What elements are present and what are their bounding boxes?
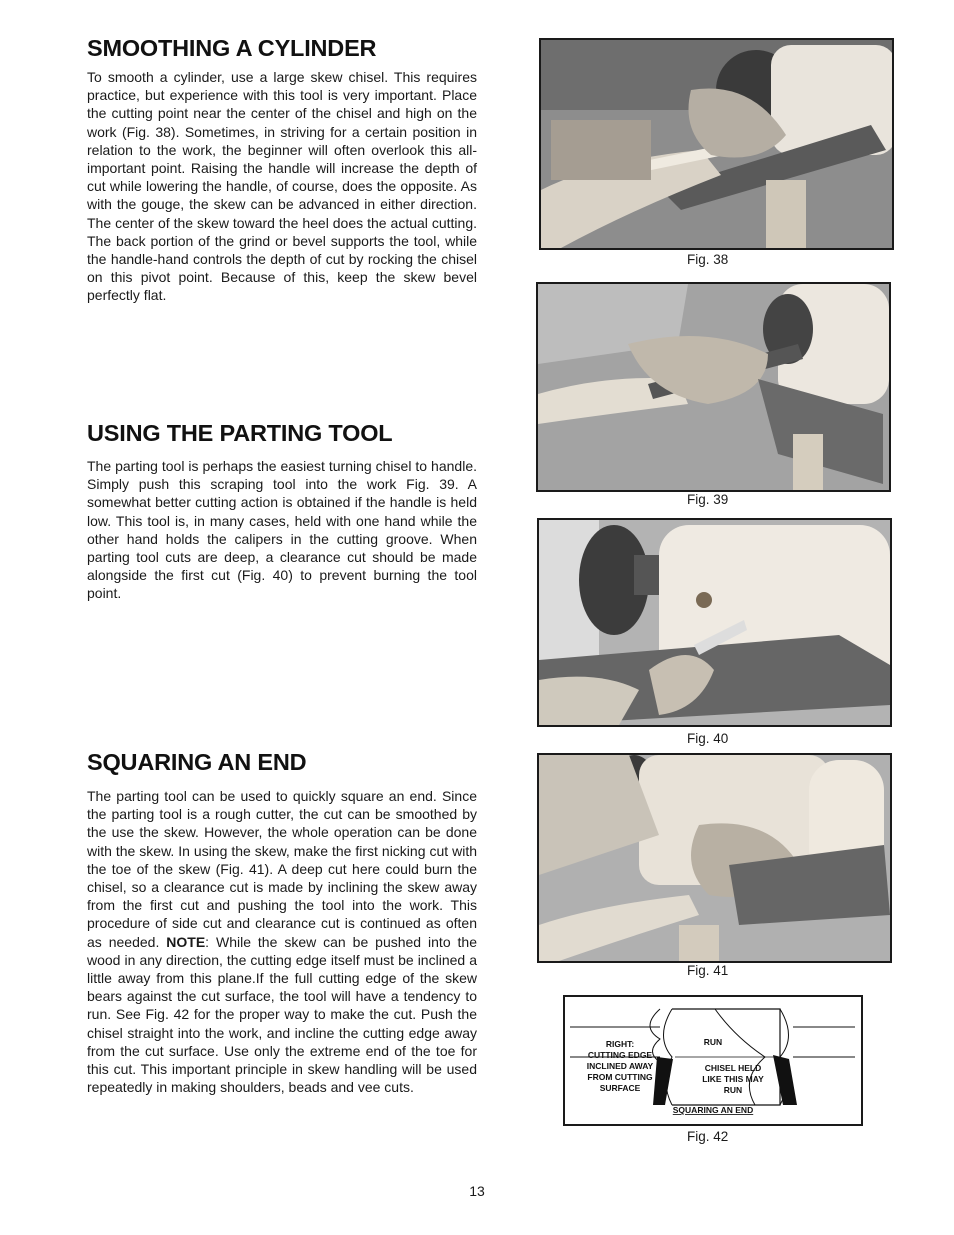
paragraph-squaring-end	[87, 787, 477, 1096]
diagram-left-label-1: RIGHT:	[605, 1039, 635, 1049]
fig38-caption: Fig. 38	[687, 252, 729, 267]
squaring-text-b: : While the skew can be pushed into the wood in any direction, the cutting edge itself must be inclined a little away from this plane.If the full cutting edge of the skew bears against the cut surface, the tool will have a tendency to run. See Fig. 42 for the proper way to make the cut. Push the chisel straight into the work, and incline the cutting edge away from the cut surface. Use only the extreme end of the toe for this cut. This important principle in skew handling will be used repeatedly in making shoulders, beads and vee cuts.	[87, 933, 478, 1096]
note-label: NOTE	[166, 933, 206, 950]
heading-parting-tool: USING THE PARTING TOOL	[87, 420, 393, 446]
diagram-left-label-5: SURFACE	[599, 1083, 641, 1093]
fig41-photo	[537, 753, 892, 963]
heading-smoothing-cylinder: SMOOTHING A CYLINDER	[87, 35, 377, 61]
paragraph-parting-tool: The parting tool is perhaps the easiest turning chisel to handle. Simply push this scraping tool into the work Fig. 39. A somewhat better cutting action is obtained if the handle is held low. This tool is, in many cases, held with one hand while the other hand holds the calipers in the cutting groove. When parting tool cuts are deep, a clearance cut should be made alongside the first cut (Fig. 40) to prevent burning the tool point.	[87, 458, 477, 602]
heading-squaring-end: SQUARING AN END	[87, 749, 307, 775]
diagram-right-label-1: CHISEL HELD	[704, 1063, 762, 1073]
fig40-caption: Fig. 40	[687, 731, 729, 746]
fig39-photo	[536, 282, 891, 492]
diagram-left-label-3: INCLINED AWAY	[586, 1061, 654, 1071]
diagram-right-label-3: RUN	[723, 1085, 743, 1095]
fig42-diagram	[563, 995, 863, 1126]
diagram-run-label: RUN	[703, 1037, 723, 1047]
page-number: 13	[469, 1183, 485, 1199]
diagram-left-label-2: CUTTING EDGE	[587, 1050, 653, 1060]
fig41-caption: Fig. 41	[687, 963, 729, 978]
paragraph-smoothing-cylinder: To smooth a cylinder, use a large skew chisel. This requires practice, but experience with this tool is very important. Place the cutting point near the center of the chisel and high on the work (Fig. 38). Sometimes, in striving for a certain position in relation to the work, the beginner will often overlook this all-important point. Raising the handle will increase the depth of cut while lowering the handle, of course, does the opposite. As with the gouge, the skew can be advanced in either direction. The center of the skew toward the heel does the actual cutting. The back portion of the grind or bevel supports the tool, while the handle-hand controls the depth of cut by rocking the chisel on this pivot point. Because of this, keep the skew bevel perfectly flat.	[87, 69, 477, 304]
fig39-caption: Fig. 39	[687, 492, 729, 507]
diagram-right-label-2: LIKE THIS MAY	[702, 1074, 764, 1084]
fig40-photo	[537, 518, 892, 727]
fig38-photo	[539, 38, 894, 250]
diagram-left-label-4: FROM CUTTING	[587, 1072, 653, 1082]
diagram-title: SQUARING AN END	[672, 1105, 754, 1115]
squaring-text-a: The parting tool can be used to quickly square an end. Since the parting tool is a rough cutter, the cut can be smoothed by the use the skew. However, the whole operation can be done with the skew. In using the skew, make the first nicking cut with the toe of the skew (Fig. 41). A deep cut here could burn the chisel, so a clearance cut is made by inclining the skew away from the first cut and pushing the tool into the work. This procedure of side cut and clearance cut is continued as often as needed.	[87, 788, 477, 950]
fig42-caption: Fig. 42	[687, 1129, 729, 1144]
